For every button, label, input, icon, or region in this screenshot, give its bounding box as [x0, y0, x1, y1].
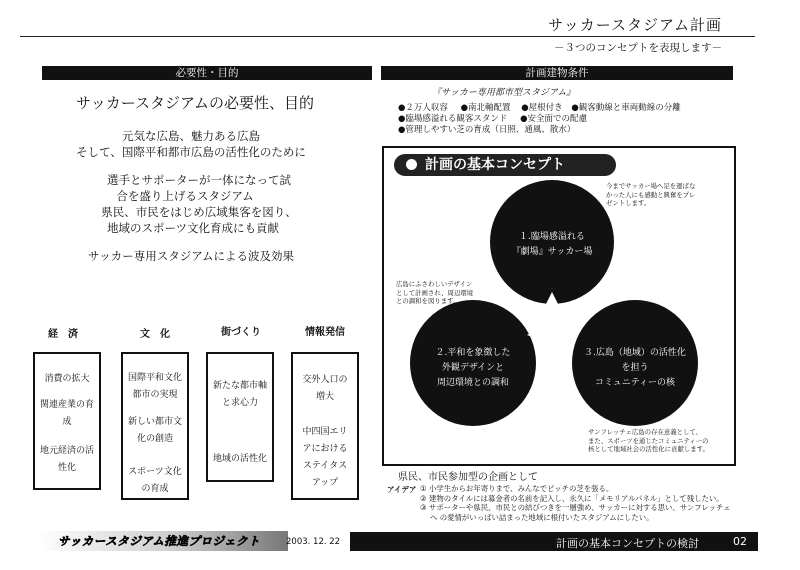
conditions-subtitle: 『サッカー専用都市型スタジアム』 — [432, 88, 576, 98]
note-line: 今までサッカー場へ足を運ばな — [606, 182, 696, 190]
concept-line: 周辺環境との調和 — [436, 378, 509, 388]
note-line: ゼントします。 — [606, 199, 651, 207]
culture-box — [121, 352, 189, 500]
idea-list — [420, 484, 750, 522]
concept-line: 『劇場』サッカー場 — [511, 247, 593, 257]
footer-caption: 計画の基本コンセプトの検討 — [556, 537, 699, 550]
economy-item: 地元経済の活性化 — [39, 446, 94, 473]
footer-caption-band — [350, 532, 758, 551]
purpose-line: 元気な広島、魅力ある広島 — [122, 129, 260, 143]
note-line: との調和を図ります。 — [396, 297, 460, 305]
category-info: 情報発信 — [305, 327, 345, 338]
project-name: サッカースタジアム推進プロジェクト — [58, 534, 261, 548]
condition-item: ●南北軸配置 — [460, 103, 511, 113]
purpose-line: 選手とサポーターが一体になって試 — [107, 173, 291, 187]
purpose-line: 地域のスポーツ文化育成にも貢献 — [106, 221, 280, 235]
note-line: また、スポーツを通じたコミュニティーの — [588, 436, 709, 445]
condition-item: ●２万人収容 — [398, 103, 448, 113]
concept-number: ３. — [584, 348, 596, 358]
category-town: 街づくり — [221, 327, 261, 338]
purpose-line: そして、国際平和都市広島の活性化のために — [76, 145, 306, 159]
section-label-purpose: 必要性・目的 — [42, 66, 372, 80]
section-label-conditions: 計画建物条件 — [381, 66, 733, 80]
document-title: サッカースタジアム計画 — [548, 16, 722, 34]
idea-item: ③ サポーターや県民、市民との結びつきを一層強め、サッカーに対する思い、サンフレッチェ — [420, 503, 731, 513]
note-bottom — [588, 428, 728, 454]
concept-line: を担う — [621, 363, 649, 373]
idea-item: ② 建物のタイルには募金者の名前を記入し、永久に「メモリアルパネル」として残したい。 — [420, 493, 724, 503]
concept-panel — [382, 146, 736, 466]
concept-line: 平和を象徴した — [447, 348, 511, 358]
condition-row — [398, 125, 575, 135]
culture-item: 国際平和文化都市の実現 — [127, 373, 182, 400]
document-subtitle: －３つのコンセプトを表現します－ — [554, 42, 722, 54]
note-line: 核として地域社会の活性化に貢献します。 — [588, 445, 709, 453]
category-economy: 経 済 — [48, 329, 78, 340]
purpose-heading: サッカースタジアムの必要性、目的 — [76, 94, 314, 112]
condition-item: ●安全面での配慮 — [520, 114, 588, 124]
info-box — [291, 352, 359, 500]
arrow-right-icon — [562, 326, 577, 340]
town-box — [206, 352, 274, 482]
economy-box — [33, 352, 101, 490]
note-line: かった人にも感動と興奮をプレ — [606, 190, 696, 199]
purpose-line: 県民、市民をはじめ広域集客を図り、 — [101, 205, 297, 219]
culture-item: 新しい都市文化の創造 — [127, 417, 182, 444]
concept-title: 計画の基本コンセプト — [425, 157, 565, 173]
concept-number: ２. — [435, 348, 448, 358]
concept-line: 広島（地域）の活性化 — [595, 348, 686, 358]
concept-line: 外観デザインと — [441, 363, 505, 373]
note-left — [396, 280, 506, 306]
page-number: 02 — [733, 535, 747, 548]
economy-item: 関連産業の育成 — [39, 400, 94, 427]
info-item: 中四国エリアにおけるステイタスアップ — [302, 427, 348, 488]
idea-item: ① 小学生からお年寄りまで、みんなでピッチの芝を張る。 — [420, 484, 614, 493]
note-line: として計画され、周辺環境 — [396, 288, 474, 297]
condition-item: ●観客動線と車両動線の分離 — [571, 103, 681, 113]
footer-date: 2003. 12. 22 — [286, 537, 341, 547]
purpose-line: サッカー専用スタジアムによる波及効果 — [88, 249, 294, 263]
note-top — [606, 182, 726, 208]
idea-item: へ の愛情がいっぱい詰まった地域に根付いたスタジアムにしたい。 — [430, 512, 654, 522]
concept-line: コミュニティーの核 — [594, 378, 676, 388]
condition-item: ●屋根付き — [521, 103, 563, 113]
condition-row — [398, 103, 681, 113]
note-line: サンフレッチェ広島の存在意義として、 — [588, 428, 703, 436]
town-item: 地域の活性化 — [212, 454, 267, 464]
participation-heading: 県民、市民参加型の企画として — [398, 472, 538, 483]
condition-row — [398, 114, 587, 124]
condition-item: ●管理しやすい芝の育成（日照、通風、散水） — [398, 125, 576, 135]
condition-item: ●臨場感溢れる観客スタンド — [398, 114, 508, 124]
info-item: 交外人口の増大 — [302, 375, 348, 402]
note-line: 広島にふさわしいデザイン — [396, 280, 473, 288]
culture-item: スポーツ文化の育成 — [128, 467, 182, 494]
concept-number: １. — [519, 232, 531, 242]
idea-label: アイデア — [387, 485, 417, 494]
arrow-up-icon — [545, 292, 559, 306]
category-culture: 文 化 — [140, 329, 170, 340]
town-item: 新たな都市軸と求心力 — [212, 381, 267, 408]
purpose-line: 合を盛り上げるスタジアム — [116, 189, 254, 203]
economy-item: 消費の拡大 — [44, 374, 90, 384]
concept-line: 臨場感溢れる — [530, 232, 585, 242]
arrow-left-icon — [527, 326, 542, 340]
